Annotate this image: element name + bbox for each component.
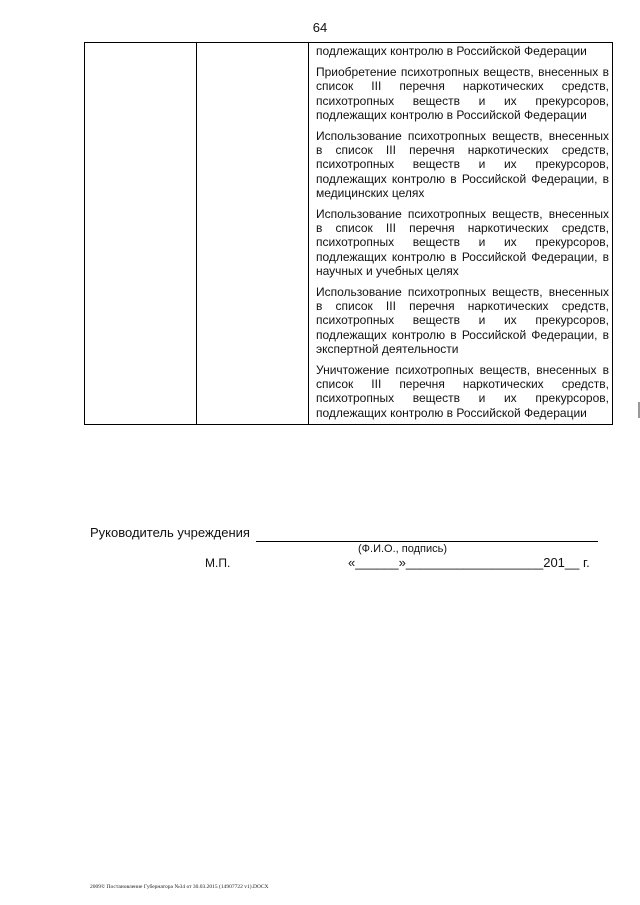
activity-list-cell [309, 43, 613, 425]
table-cell-empty-2 [197, 43, 309, 425]
stamp-label: М.П. [205, 556, 231, 570]
activity-entry: подлежащих контролю в Российской Федерации [316, 44, 587, 58]
footer-note: 2009© Постановление Губернатора №34 от 30.03.2015 (14907722 v1).DOCX [90, 884, 269, 890]
fio-caption: (Ф.И.О., подпись) [358, 543, 448, 555]
activity-entry: Использование психотропных веществ, внесенных в список III перечня наркотических средств, психотропных веществ и их прекурсоров, подлежащих контролю в Российской Федерации, в научных и учебных целях [316, 207, 609, 278]
activity-entry: Приобретение психотропных веществ, внесенных в список III перечня наркотических средств, психотропных веществ и их прекурсоров, подлежащих контролю в Российской Федерации [316, 65, 609, 122]
date-line: «______»___________________201__ г. [348, 555, 590, 570]
table-cell-empty-1 [85, 43, 197, 425]
signature-label: Руководитель учреждения [90, 525, 250, 540]
signature-line [256, 541, 598, 542]
activity-table [84, 42, 613, 425]
activity-entry: Уничтожение психотропных веществ, внесенных в список III перечня наркотических средств, психотропных веществ и их прекурсоров, подлежащих контролю в Российской Федерации [316, 363, 609, 420]
table-row [85, 43, 613, 425]
activity-entry: Использование психотропных веществ, внесенных в список III перечня наркотических средств, психотропных веществ и их прекурсоров, подлежащих контролю в Российской Федерации, в экспертной деятельности [316, 285, 609, 356]
activity-entry: Использование психотропных веществ, внесенных в список III перечня наркотических средств, психотропных веществ и их прекурсоров, подлежащих контролю в Российской Федерации, в медицинских целях [316, 129, 609, 200]
page-number: 64 [312, 20, 328, 35]
